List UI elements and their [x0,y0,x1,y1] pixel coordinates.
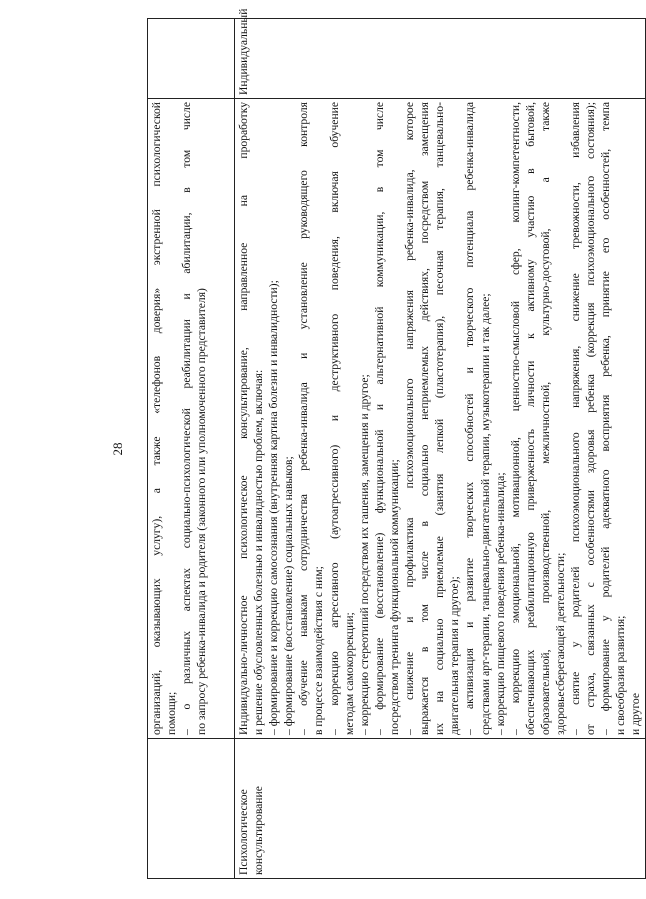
page-number: 28 [110,442,125,456]
text-line: – снижение и профилактика психоэмоционального напряжения ребенка-инвалида, которое [403,102,417,735]
text-line: в процессе взаимодействия с ним; [312,566,326,735]
text-line: их на социально приемлемые (занятия лепкой (пластотерапия), песочная терапия, танцевально- [433,102,447,735]
table-row [148,19,235,879]
text-line: – коррекцию пищевого поведения ребенка-инвалида; [493,472,507,735]
table-row [235,19,646,879]
text-line: – формирование (восстановление) социальных навыков; [282,456,296,735]
text-line: – активизация и развитие творческих способностей и творческого потенциала ребенка-инвалида [463,102,477,735]
text-line: обеспечивающих реабилитационную приверженность личности к активному участию в бытовой, [523,102,537,735]
text-line: – о различных аспектах социально-психологической реабилитации и абилитации, в том числе [180,102,194,735]
text-line: по запросу ребенка-инвалида и родителя (законного или уполномоченного представителя) [195,288,209,735]
text-line: посредством тренинга функциональной коммуникации; [387,459,401,735]
rotated-page [90,8,643,879]
text-line: от страха, связанных с особенностями здоровья ребенка (коррекция психоэмоционального состояния); [584,102,598,735]
text-line: – коррекцию стереотипий посредством их гашения, замещения и другое; [357,374,371,735]
text-line: и своеобразия развития; [614,615,628,735]
text-line: средствами арт-терапии, танцевально-двигательной терапии, музыкотерапии и так далее; [478,293,492,735]
text-line: здоровьесберегающей деятельности; [553,552,567,735]
text-line: и решение обусловленных болезнью и инвалидностью проблем, включая: [252,369,266,735]
text-line: – снятие у родителей психоэмоционального напряжения, снижение тревожности, избавления [569,102,583,735]
text-line: образовательной, производственной, межличностной, культурно-досуговой, а также [538,102,552,735]
text-line: – формирование у родителей адекватного восприятия ребенка, принятие его особенностей, темпа [599,102,613,735]
text-line: организаций, оказывающих услугу), а также «телефонов доверия» экстренной психологической [150,102,163,735]
text-line: выражается в том числе в социально неприемлемых действиях, посредством замещения [418,102,432,735]
text-line: помощи; [165,691,179,735]
form-cell: Индивидуальный [235,19,646,99]
text-line: – формирование и коррекцию самосознания (внутренняя картина болезни и инвалидности); [267,280,281,735]
service-description-cell [148,99,235,739]
text-line: Индивидуально-личностное психологическое консультирование, направленное на проработку [237,102,250,735]
service-name-cell: Психологическое консультирование [235,739,646,879]
text-line: – формирование (восстановление) функциональной и альтернативной коммуникации, в том числе [372,102,386,735]
text-line: методам самокоррекции; [342,612,356,735]
service-description-cell [235,99,646,739]
text-line: – коррекцию агрессивного (аутоагрессивного) и деструктивного поведения, включая обучение [327,102,341,735]
text-line: – обучение навыкам сотрудничества ребенка-инвалида и установление руководящего контроля [297,102,311,735]
text-line: – коррекцию эмоциональной, мотивационной, ценностно-смысловой сфер, копинг-компетентности, [508,102,522,735]
service-name-cell [148,739,235,879]
text-line: двигательная терапия и другое); [448,576,462,735]
text-line: и другое [629,693,643,735]
services-table [147,8,646,879]
form-cell [148,19,235,99]
